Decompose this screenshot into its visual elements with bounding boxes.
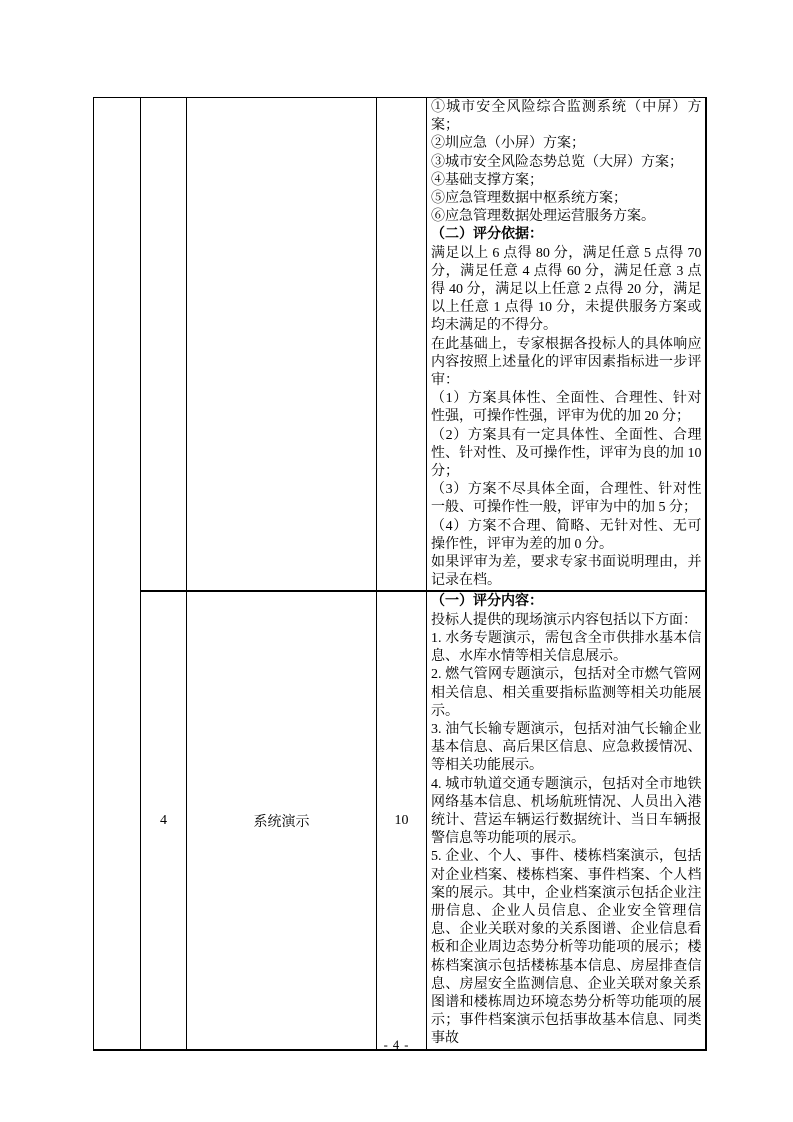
criteria-paragraph: ④基础支撑方案； [431,172,543,188]
criteria-paragraph: （一）评分内容： [431,594,543,610]
category-cell [94,98,141,1050]
criteria-paragraph: 满足以上 6 点得 80 分，满足任意 5 点得 70 分，满足任意 4 点得 60 分，满足任意 3 点得 40 分，满足以上任意 2 点得 20 分，满足以上任意 1 点得 10 分，未提供服务方案或均未满足的不得分。 [431,245,702,334]
criteria-paragraph: （4）方案不合理、简略、无针对性、无可操作性，评审为差的加 0 分。 [431,518,702,552]
criteria-paragraph: （1）方案具体性、全面性、合理性、针对性强，可操作性强，评审为优的加 20 分； [431,391,702,425]
criteria-paragraph: 4. 城市轨道交通专题演示，包括对全市地铁网络基本信息、机场航班情况、人员出入港统计、营运车辆运行数据统计、当日车辆报警信息等功能项的展示。 [431,776,702,847]
criteria-paragraph: ①城市安全风险综合监测系统（中屏）方案； [431,100,702,134]
score-cell: 10 [377,591,427,1049]
criteria-paragraph: ⑥应急管理数据处理运营服务方案。 [431,209,655,225]
item-name-cell: 系统演示 [187,591,377,1049]
seq-cell: 4 [141,591,187,1049]
score-cell [377,98,427,592]
criteria-paragraph: 1. 水务专题演示，需包含全市供排水基本信息、水库水情等相关信息展示。 [431,630,702,665]
table-row-continued [94,98,706,592]
criteria-paragraph: （2）方案具有一定具体性、全面性、合理性、针对性、及可操作性，评审为良的加 10 分； [431,427,702,480]
criteria-paragraph: 如果评审为差，要求专家书面说明理由，并记录在档。 [431,555,702,589]
criteria-paragraph: （3）方案不尽具体全面，合理性、针对性一般、可操作性一般，评审为中的加 5 分； [431,482,702,516]
page-number: - 4 - [383,1038,410,1052]
table-row-system-demo [94,591,706,1049]
criteria-paragraph: ⑤应急管理数据中枢系统方案； [431,191,627,207]
criteria-paragraph: 3. 油气长输专题演示，包括对油气长输企业基本信息、高后果区信息、应急救援情况、等相关功能展示。 [431,721,702,774]
criteria-paragraph: 投标人提供的现场演示内容包括以下方面： [431,612,697,628]
seq-cell [141,98,187,592]
evaluation-table [93,97,707,1051]
criteria-paragraph: （二）评分依据： [431,227,543,243]
criteria-paragraph: ②圳应急（小屏）方案； [431,136,585,152]
criteria-paragraph: 5. 企业、个人、事件、楼栋档案演示，包括对企业档案、楼栋档案、事件档案、个人档案的展示。其中，企业档案演示包括企业注册信息、企业人员信息、企业安全管理信息、企业关联对象的关系图谱、企业信息看板和企业周边态势分析等功能项的展示；楼栋档案演示包括楼栋基本信息、房屋排查信息、房屋安全监测信息、企业关联对象关系图谱和楼栋周边环境态势分析等功能项的展示；事件档案演示包括事故基本信息、同类事故 [431,849,702,1047]
criteria-paragraph: ③城市安全风险态势总览（大屏）方案； [431,154,683,170]
criteria-cell [427,591,706,1049]
item-name-cell [187,98,377,592]
criteria-paragraph: 在此基础上，专家根据各投标人的具体响应内容按照上述量化的评审因素指标进一步评审： [431,336,702,389]
criteria-cell [427,98,706,592]
criteria-paragraph: 2. 燃气管网专题演示，包括对全市燃气管网相关信息、相关重要指标监测等相关功能展示。 [431,667,702,719]
